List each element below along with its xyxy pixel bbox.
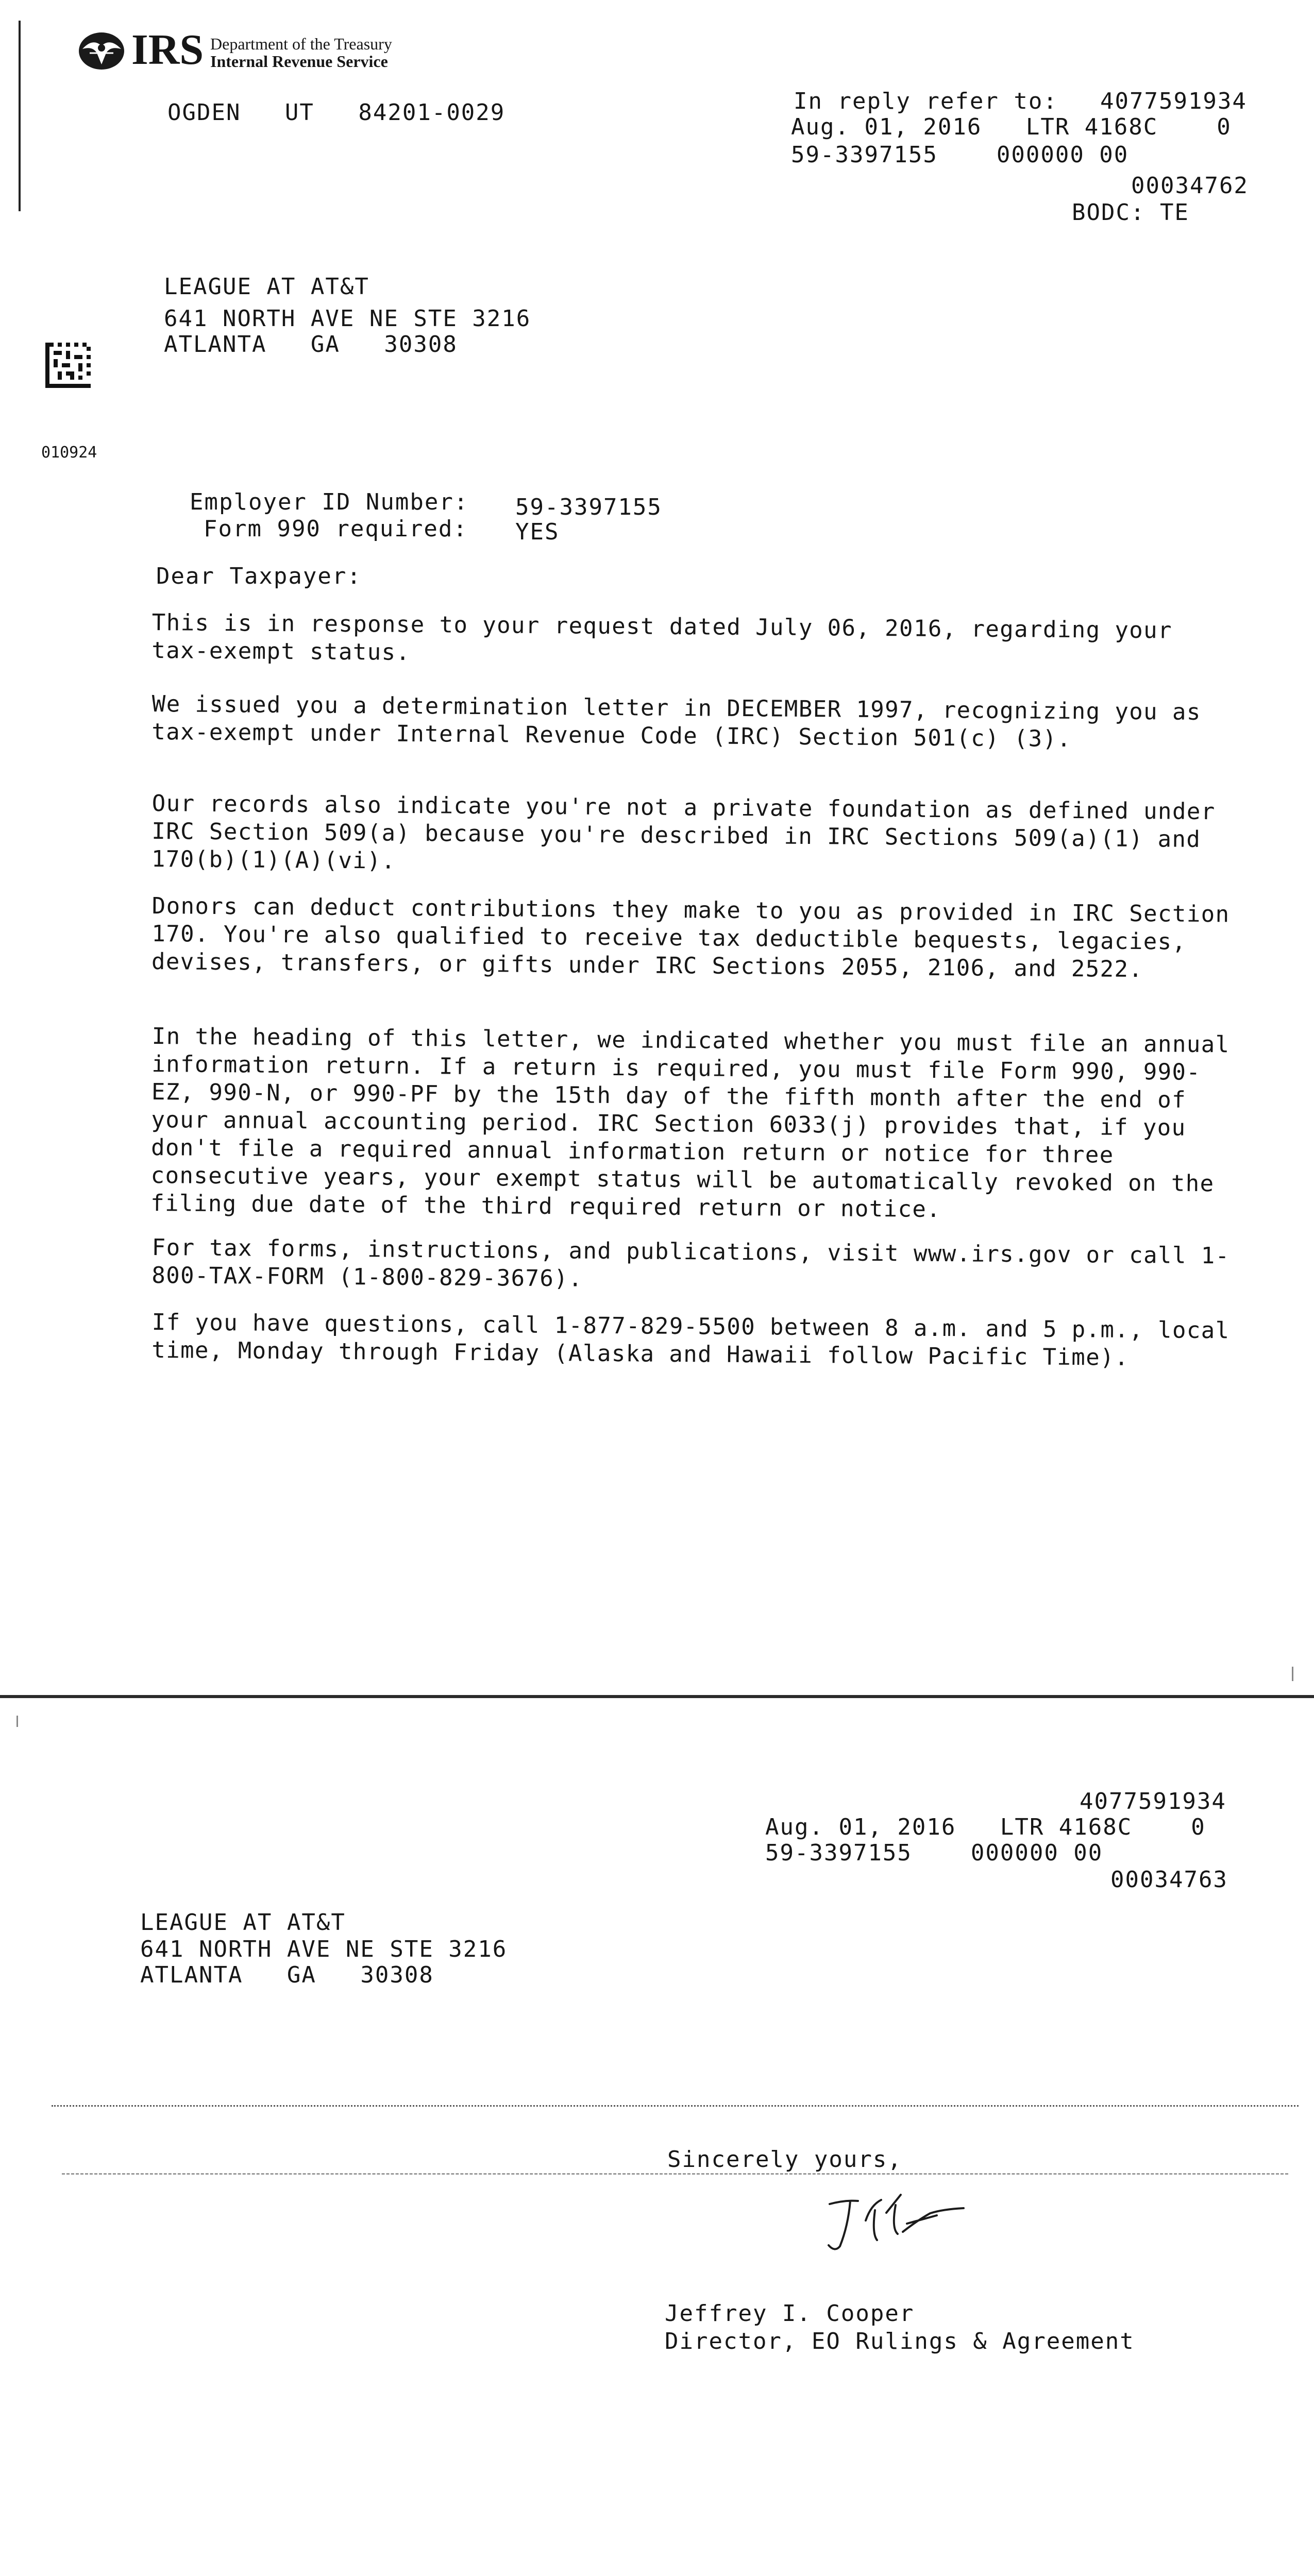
- page2-reference-ein-line: 59-3397155 000000 00: [765, 1840, 1103, 1866]
- page2-reference-number: 4077591934: [1080, 1788, 1226, 1815]
- reference-ein-line: 59-3397155 000000 00: [791, 142, 1129, 168]
- reference-sequence: 00034762: [1131, 173, 1249, 199]
- recipient-name: LEAGUE AT AT&T: [164, 274, 369, 300]
- page2-reference-date-line: Aug. 01, 2016 LTR 4168C 0: [765, 1814, 1206, 1840]
- reference-block: [791, 88, 1265, 237]
- page2-reference-block: [765, 1788, 1255, 1901]
- irs-logo-brand: IRS: [131, 26, 204, 74]
- recipient-city: ATLANTA GA 30308: [164, 331, 458, 358]
- reply-refer-label: In reply refer to:: [794, 88, 1058, 114]
- recipient-street: 641 NORTH AVE NE STE 3216: [164, 306, 531, 332]
- page2-recipient-city: ATLANTA GA 30308: [140, 1962, 434, 1988]
- reference-date-line: Aug. 01, 2016 LTR 4168C 0: [791, 114, 1232, 140]
- irs-eagle-icon: [77, 30, 126, 72]
- employer-id-label: Employer ID Number:: [190, 489, 469, 515]
- salutation: Dear Taxpayer:: [156, 563, 362, 589]
- datamatrix-barcode-icon: [45, 343, 91, 388]
- form-required-value: YES: [515, 519, 560, 545]
- form-required-label: Form 990 required:: [204, 516, 468, 542]
- body-paragraph: In the heading of this letter, we indicated whether you must file an annual information return. If a return is required, you must file Form 990, 990-EZ, 990-N, or 990-PF by the 15th day of the fifth month after the end of your annual accounting period. IRC Section 6033(j) provides that, if you don't file a required annual information return or notice for three consecutive years, your exempt status will be automatically revoked on the filing due date of the third required return or notice.: [150, 1023, 1230, 1223]
- side-code: 010924: [41, 444, 97, 462]
- body-paragraph: This is in response to your request dated July 06, 2016, regarding your tax-exempt status.: [151, 609, 1173, 666]
- body-paragraph: For tax forms, instructions, and publications, visit www.irs.gov or call 1-800-TAX-FORM (1-800-829-3676).: [151, 1234, 1230, 1292]
- closing: Sincerely yours,: [667, 2146, 902, 2173]
- body-paragraph: Donors can deduct contributions they make to you as provided in IRC Section 170. You're also qualified to receive tax deductible bequests, legacies, devises, transfers, or gifts under IRC Sections 2055, 2106, and 2522.: [151, 893, 1230, 983]
- page2-recipient-name: LEAGUE AT AT&T: [140, 1909, 346, 1936]
- reference-bodc: BODC: TE: [1072, 199, 1189, 226]
- page-divider: [0, 1695, 1314, 1698]
- page-mark: [16, 1716, 18, 1727]
- page2-reference-sequence: 00034763: [1110, 1867, 1228, 1893]
- irs-logo-line2: Internal Revenue Service: [210, 52, 388, 71]
- body-paragraph: If you have questions, call 1-877-829-5500 between 8 a.m. and 5 p.m., local time, Monday through Friday (Alaska and Hawaii follow Pacific Time).: [151, 1309, 1230, 1371]
- reply-refer-number: 4077591934: [1100, 88, 1247, 114]
- irs-logo: [77, 28, 438, 80]
- body-paragraph: Our records also indicate you're not a private foundation as defined under IRC Section 509(a) because you're described in IRC Sections 509(a)(1) and 170(b)(1)(A)(vi).: [151, 790, 1216, 874]
- page-mark: [1292, 1667, 1293, 1681]
- left-margin-rule: [19, 21, 21, 211]
- scan-artifact-line: [52, 2105, 1299, 2107]
- sender-address: OGDEN UT 84201-0029: [167, 99, 506, 126]
- signature-icon: [809, 2184, 995, 2257]
- body-paragraph: We issued you a determination letter in DECEMBER 1997, recognizing you as tax-exempt under Internal Revenue Code (IRC) Section 501(c) (3).: [151, 691, 1201, 753]
- signer-title: Director, EO Rulings & Agreement: [665, 2328, 1135, 2354]
- employer-id-value: 59-3397155: [515, 494, 662, 520]
- signer-name: Jeffrey I. Cooper: [665, 2300, 915, 2327]
- irs-logo-line1: Department of the Treasury: [210, 35, 392, 53]
- page2-recipient-street: 641 NORTH AVE NE STE 3216: [140, 1936, 508, 1962]
